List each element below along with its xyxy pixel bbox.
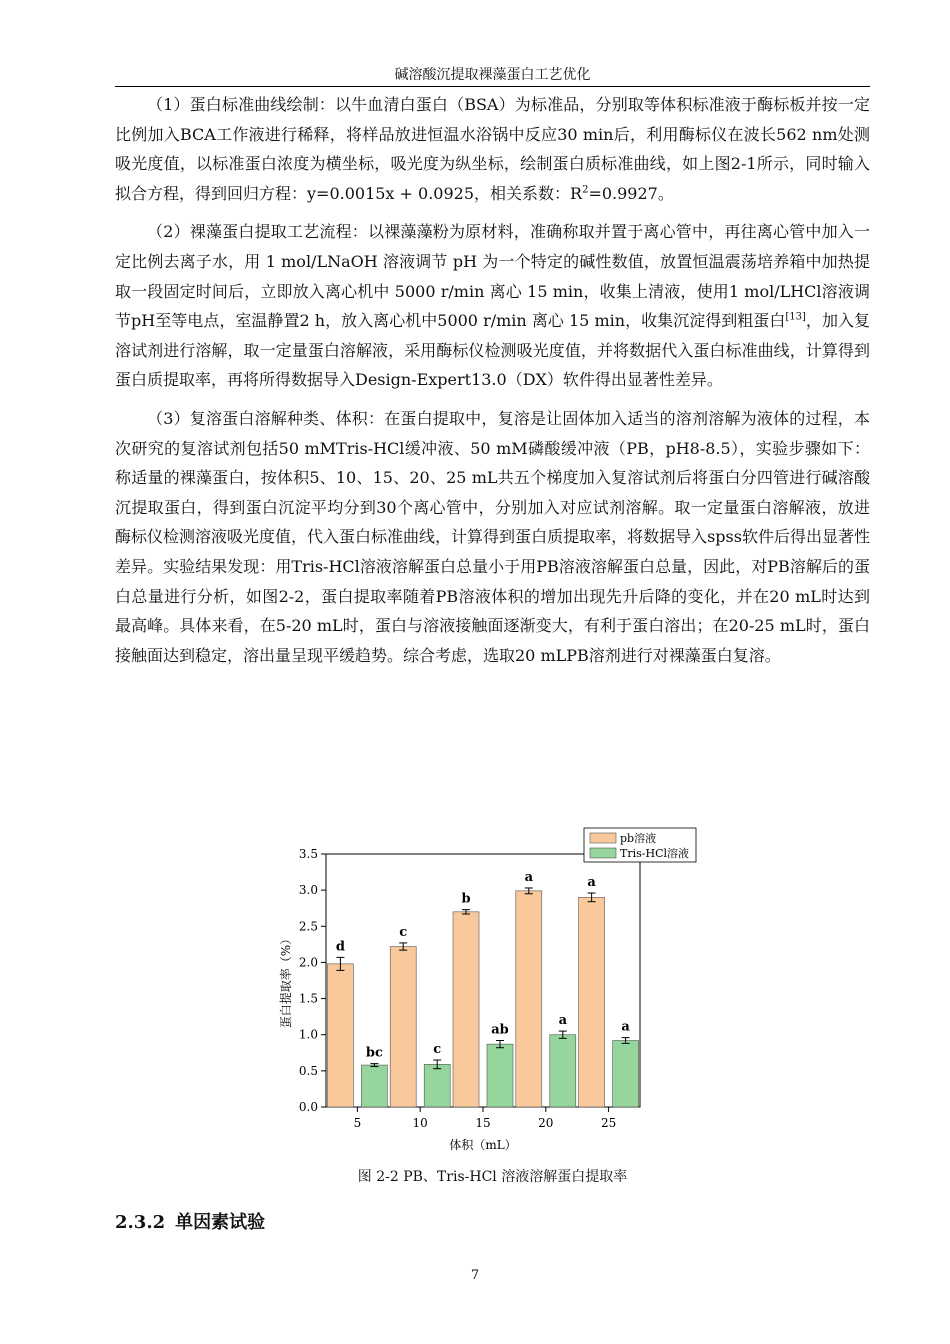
bar bbox=[516, 891, 542, 1107]
paragraph-text: =0.9927。 bbox=[588, 183, 674, 203]
figure-2-2 bbox=[270, 824, 710, 1164]
significance-label: a bbox=[621, 1019, 630, 1035]
significance-label: d bbox=[335, 939, 345, 955]
significance-label: a bbox=[558, 1013, 568, 1029]
paragraph-text: （3）复溶蛋白溶解种类、体积：在蛋白提取中，复溶是让固体加入适当的溶剂溶解为液体的过程，本次研究的复溶试剂包括50 mMTris-HCl缓冲液、50 mM磷酸缓冲液（PB，pH8-8.5），实验步骤如下：称适量的裸藻蛋白，按体积5、10、15、20、25 mL共五个梯度加入复溶试剂后将蛋白分四管进行碱溶酸沉提取蛋白，得到蛋白沉淀平均分到30个离心管中，分别加入对应试剂溶解。取一定量蛋白溶解液，放进酶标仪检测溶液吸光度值，代入蛋白标准曲线，计算得到蛋白质提取率，将数据导入spss软件后得出显著性差异。实验结果发现：用Tris-HCl溶液溶解蛋白总量小于用PB溶液溶解蛋白总量，因此，对PB溶解后的蛋白总量进行分析，如图2-2，蛋白提取率随着PB溶液体积的增加出现先升后降的变化，并在20 mL时达到最高峰。具体来看，在5-20 mL时，蛋白与溶液接触面逐渐变大，有利于蛋白溶出；在20-25 mL时，蛋白接触面达到稳定，溶出量呈现平缓趋势。综合考虑，选取20 mLPB溶剂进行对裸藻蛋白复溶。 bbox=[115, 408, 870, 665]
bar bbox=[579, 897, 605, 1107]
paragraph-redissolution bbox=[115, 404, 870, 670]
paragraph-standard-curve bbox=[115, 90, 870, 208]
page-number: 7 bbox=[470, 1268, 480, 1283]
significance-label: a bbox=[524, 869, 534, 885]
y-tick-label: 0.0 bbox=[298, 1100, 318, 1114]
significance-label: c bbox=[399, 924, 408, 940]
legend-swatch bbox=[590, 833, 616, 843]
legend-label: pb溶液 bbox=[620, 832, 657, 845]
bar bbox=[390, 947, 416, 1107]
x-tick-label: 5 bbox=[353, 1116, 362, 1130]
significance-label: b bbox=[461, 891, 471, 907]
legend-swatch bbox=[590, 848, 616, 858]
paragraph-text: ，加入复溶试剂进行溶解，取一定量蛋白溶解液，采用酶标仪检测吸光度值，并将数据代入蛋白标准曲线，计算得到蛋白质提取率，再将所得数据导入Design-Expert13.0（DX）软件得出显著性差异。 bbox=[115, 311, 870, 390]
significance-label: bc bbox=[365, 1045, 383, 1061]
bar bbox=[613, 1040, 639, 1107]
x-tick-label: 20 bbox=[538, 1116, 554, 1130]
significance-label: c bbox=[433, 1042, 442, 1058]
y-tick-label: 2.0 bbox=[298, 955, 318, 970]
citation-superscript: [13] bbox=[785, 311, 806, 323]
significance-label: a bbox=[587, 875, 596, 891]
header-rule bbox=[115, 86, 870, 87]
paragraph-text: （2）裸藻蛋白提取工艺流程：以裸藻藻粉为原材料，准确称取并置于离心管中，再往离心管中加入一定比例去离子水，用 1 mol/LNaOH 溶液调节 pH 为一个特定的碱性数值，放置恒温震荡培养箱中加热提取一段固定时间后，立即放入离心机中 5000 r/min 离心 15 min，收集上清液，使用1 mol/LHCl溶液调节pH至等电点，室温静置2 h，放入离心机中5000 r/min 离心 15 min，收集沉淀得到粗蛋白 bbox=[115, 222, 870, 331]
paragraph-text: （1）蛋白标准曲线绘制：以牛血清白蛋白（BSA）为标准品，分别取等体积标准液于酶标板并按一定比例加入BCA工作液进行稀释，将样品放进恒温水浴锅中反应30 min后，利用酶标仪在波长562 nm处测吸光度值，以标准蛋白浓度为横坐标，吸光度为纵坐标，绘制蛋白质标准曲线，如上图2-1所示，同时输入拟合方程，得到回归方程：y=0.0015x + 0.0925，相关系数：R bbox=[115, 95, 870, 203]
bar bbox=[424, 1064, 450, 1107]
legend-label: Tris-HCl溶液 bbox=[620, 847, 690, 860]
y-tick-label: 0.5 bbox=[298, 1063, 318, 1078]
running-header: 碱溶酸沉提取裸藻蛋白工艺优化 bbox=[394, 67, 591, 83]
y-axis-label: 蛋白提取率（%） bbox=[279, 932, 293, 1029]
bar bbox=[487, 1044, 513, 1107]
x-axis-label: 体积（mL） bbox=[449, 1138, 517, 1152]
superscript: 2 bbox=[582, 184, 589, 196]
y-tick-label: 1.5 bbox=[298, 991, 318, 1006]
section-heading bbox=[115, 1208, 265, 1234]
x-tick-label: 25 bbox=[600, 1116, 617, 1130]
bar-chart bbox=[270, 824, 710, 1164]
bar bbox=[361, 1065, 387, 1107]
bar bbox=[453, 912, 479, 1107]
x-tick-label: 15 bbox=[475, 1116, 491, 1130]
body-text bbox=[115, 90, 870, 679]
y-tick-label: 2.5 bbox=[298, 919, 318, 934]
significance-label: ab bbox=[491, 1022, 509, 1038]
bar bbox=[550, 1035, 576, 1107]
figure-caption: 图 2-2 PB、Tris-HCl 溶液溶解蛋白提取率 bbox=[357, 1169, 628, 1185]
y-tick-label: 3.0 bbox=[298, 883, 318, 898]
bar bbox=[327, 964, 353, 1107]
section-number: 2.3.2 bbox=[115, 1212, 166, 1233]
x-tick-label: 10 bbox=[412, 1116, 428, 1130]
paragraph-extraction-process bbox=[115, 217, 870, 395]
section-title: 单因素试验 bbox=[175, 1212, 266, 1233]
y-tick-label: 1.0 bbox=[298, 1027, 318, 1042]
y-tick-label: 3.5 bbox=[298, 847, 318, 861]
